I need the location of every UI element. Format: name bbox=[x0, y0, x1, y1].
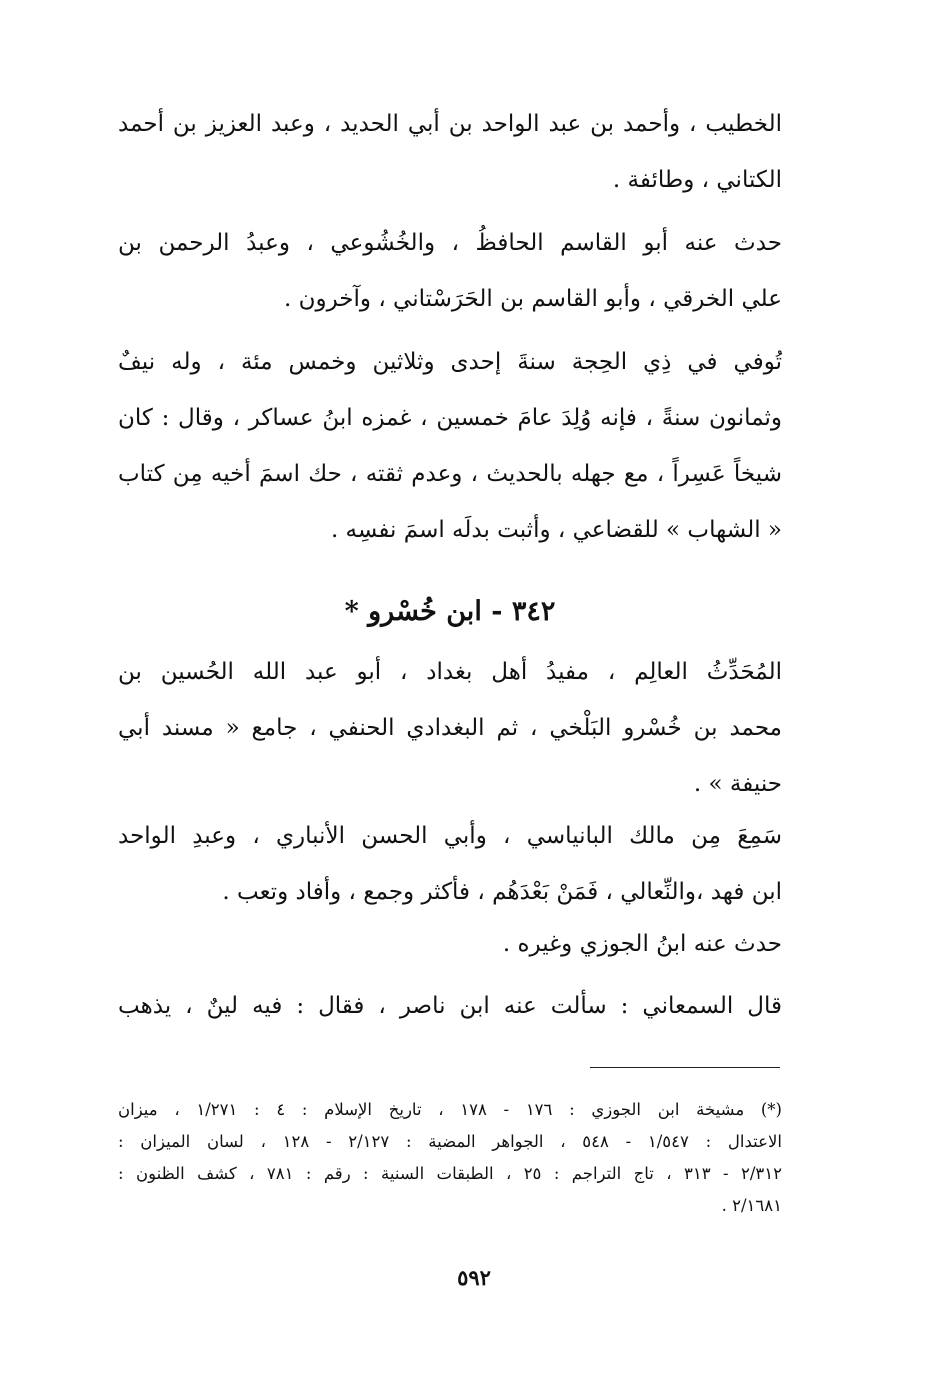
text-line: ابن فهد ،والنِّعالي ، فَمَنْ بَعْدَهُم ، فأكثر وجمع ، وأفاد وتعب . bbox=[222, 879, 782, 905]
footnote-line: ٢/٣١٢ - ٣١٣ ، تاج التراجم : ٢٥ ، الطبقات السنية : رقم : ٧٨١ ، كشف الظنون : bbox=[118, 1164, 782, 1183]
text-line: المُحَدِّثُ العالِم ، مفيدُ أهل بغداد ، أبو عبد الله الحُسين بن bbox=[118, 659, 782, 685]
page-number: ٥٩٢ bbox=[457, 1265, 491, 1290]
paragraph-entry-students bbox=[118, 916, 782, 972]
paragraph-students bbox=[118, 215, 782, 327]
footnote-line: (*) مشيخة ابن الجوزي : ١٧٦ - ١٧٨ ، تاريخ الإسلام : ٤ : ١/٢٧١ ، ميزان bbox=[118, 1100, 782, 1119]
text-line: محمد بن خُسْرو البَلْخي ، ثم البغدادي الحنفي ، جامع « مسند أبي bbox=[118, 715, 782, 741]
text-line: سَمِعَ مِن مالك البانياسي ، وأبي الحسن الأنباري ، وعبدِ الواحد bbox=[118, 823, 782, 849]
paragraph-entry-intro bbox=[118, 644, 782, 812]
text-line: « الشهاب » للقضاعي ، وأثبت بدلَه اسمَ نفسِه . bbox=[330, 517, 782, 543]
text-line: الكتاني ، وطائفة . bbox=[612, 167, 782, 193]
text-line: تُوفي في ذِي الحِجة سنةَ إحدى وثلاثين وخمس مئة ، وله نيفٌ bbox=[118, 349, 782, 375]
text-line: وثمانون سنةً ، فإنه وُلِدَ عامَ خمسين ، غمزه ابنُ عساكر ، وقال : كان bbox=[118, 405, 782, 431]
text-line: الخطيب ، وأحمد بن عبد الواحد بن أبي الحديد ، وعبد العزيز بن أحمد bbox=[118, 111, 782, 137]
text-line: قال السمعاني : سألت عنه ابن ناصر ، فقال : فيه لينٌ ، يذهب bbox=[118, 993, 782, 1019]
paragraph-entry-opinion bbox=[118, 978, 782, 1034]
text-line: علي الخرقي ، وأبو القاسم بن الحَرَسْتاني ، وآخرون . bbox=[283, 286, 782, 312]
paragraph-teachers bbox=[118, 96, 782, 208]
text-line: شيخاً عَسِراً ، مع جهله بالحديث ، وعدم ثقته ، حك اسمَ أخيه مِن كتاب bbox=[118, 461, 782, 487]
footnote-line: الاعتدال : ١/٥٤٧ - ٥٤٨ ، الجواهر المضية : ٢/١٢٧ - ١٢٨ ، لسان الميزان : bbox=[118, 1132, 782, 1151]
footnote-separator bbox=[590, 1067, 780, 1068]
text-line: حدث عنه ابنُ الجوزي وغيره . bbox=[502, 931, 782, 957]
paragraph-entry-teachers bbox=[118, 808, 782, 920]
entry-heading: ٣٤٢ - ابن خُسْرو * bbox=[344, 596, 556, 627]
text-line: حدث عنه أبو القاسم الحافظُ ، والخُشُوعي ، وعبدُ الرحمن بن bbox=[118, 230, 782, 256]
paragraph-death bbox=[118, 334, 782, 558]
footnote-line: ٢/١٦٨١ . bbox=[721, 1196, 782, 1215]
text-line: حنيفة » . bbox=[693, 771, 782, 797]
footnotes bbox=[118, 1094, 782, 1222]
